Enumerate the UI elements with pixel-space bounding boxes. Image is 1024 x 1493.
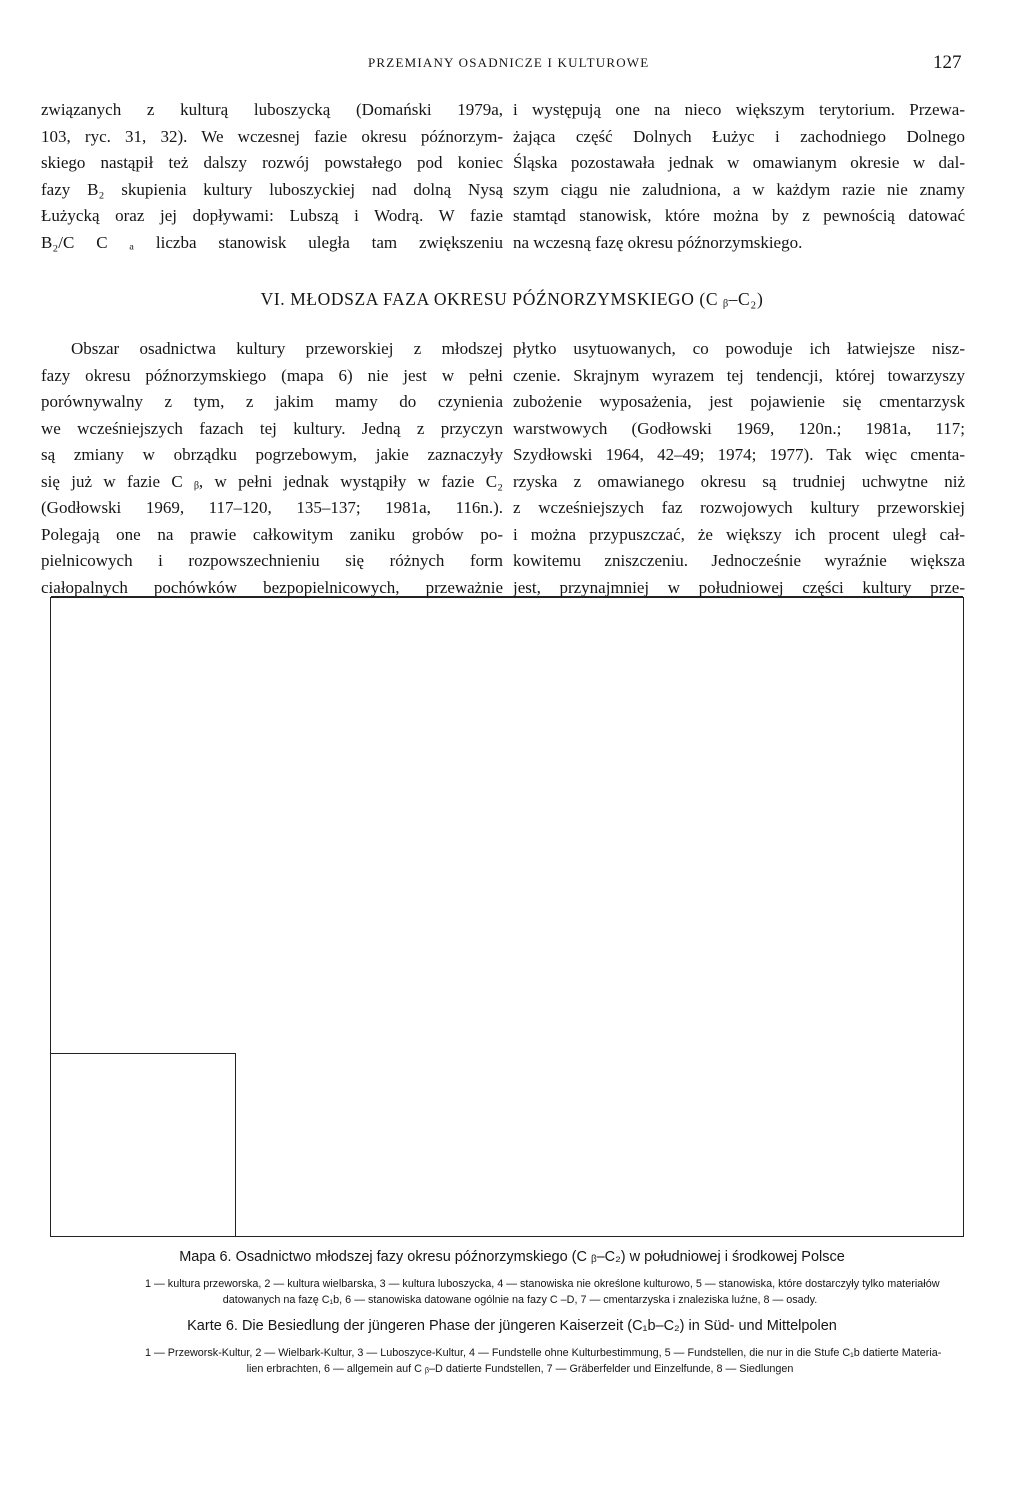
text-line: Śląska pozostawała jednak w omawianym okresie w dal-	[513, 153, 965, 172]
text-line: pielnicowych i rozpowszechnieniu się różnych form	[41, 551, 503, 570]
text-line: z wcześniejszych faz rozwojowych kultury przeworskiej	[513, 498, 965, 517]
text-line: ciałopalnych pochówków bezpopielnicowych, przeważnie	[41, 577, 503, 597]
text-line: czenie. Skrajnym wyrazem tej tendencji, której towarzyszy	[513, 365, 965, 385]
legend-line: 1 — Przeworsk-Kultur, 2 — Wielbark-Kultur, 3 — Luboszyce-Kultur, 4 — Fundstelle ohne Kulturbestimmung, 5 — Fundstellen, die nur in die Stufe C₁b datierte Materia-	[145, 1347, 942, 1359]
map-legend-de	[145, 1345, 942, 1377]
text-line: żająca część Dolnych Łużyc i zachodniego Dolnego	[513, 126, 965, 146]
text-line: fazy okresu późnorzymskiego (mapa 6) nie jest w pełni	[41, 365, 503, 385]
running-title: PRZEMIANY OSADNICZE I KULTUROWE	[368, 55, 650, 70]
text-column-bottom-left	[41, 336, 503, 601]
section-heading: VI. MŁODSZA FAZA OKRESU PÓŹNORZYMSKIEGO (C ᵦ–C₂)	[260, 289, 764, 309]
text-line: na wczesną fazę okresu późnorzymskiego.	[513, 232, 803, 252]
map-legend-pl	[145, 1276, 940, 1308]
text-line: (Godłowski 1969, 117–120, 135–137; 1981a, 116n.).	[41, 498, 503, 517]
text-line: się już w fazie C ᵦ, w pełni jednak wystąpiły w fazie C₂	[41, 471, 503, 491]
text-line: jest, przynajmniej w południowej części kultury prze-	[513, 577, 965, 597]
text-line: Polegają one na prawie całkowitym zaniku grobów po-	[41, 524, 503, 544]
text-line: skiego nastąpił też dalszy rozwój powstałego pod koniec	[41, 153, 503, 172]
map-inset-box	[50, 1053, 236, 1237]
text-line: Łużycką oraz jej dopływami: Lubszą i Wodrą. W fazie	[41, 206, 503, 225]
text-line: związanych z kulturą luboszycką (Domański 1979a,	[41, 100, 503, 119]
legend-line: 1 — kultura przeworska, 2 — kultura wielbarska, 3 — kultura luboszycka, 4 — stanowiska nie określone kulturowo, 5 — stanowiska, które dostarczyły tylko materiałów	[145, 1278, 940, 1290]
text-line: warstwowych (Godłowski 1969, 120n.; 1981a, 117;	[513, 418, 965, 438]
text-line: i występują one na nieco większym terytorium. Przewa-	[513, 100, 965, 119]
text-line: B₂/C C ₐ liczba stanowisk uległa tam zwiększeniu	[41, 232, 503, 252]
text-line: we wcześniejszych fazach tej kultury. Jedną z przyczyn	[41, 418, 503, 438]
map-caption-title-de: Karte 6. Die Besiedlung der jüngeren Phase der jüngeren Kaiserzeit (C₁b–C₂) in Süd- und Mittelpolen	[187, 1318, 837, 1334]
text-line: fazy B₂ skupienia kultury luboszyckiej nad dolną Nysą	[41, 179, 503, 199]
map-border-rule	[51, 596, 963, 598]
page-number: 127	[933, 52, 962, 73]
map-caption-title-pl: Mapa 6. Osadnictwo młodszej fazy okresu późnorzymskiego (C ᵦ–C₂) w południowej i środkowej Polsce	[179, 1249, 845, 1265]
text-column-top-left	[41, 97, 503, 256]
text-line: i można przypuszczać, że większy ich procent uległ cał-	[513, 524, 965, 544]
legend-line: lien erbrachten, 6 — allgemein auf C ᵦ–D datierte Fundstellen, 7 — Gräberfelder und Einzelfunde, 8 — Siedlungen	[246, 1363, 794, 1375]
text-line: porównywalny z tym, z jakim mamy do czynienia	[41, 392, 503, 411]
text-line: kowitemu zniszczeniu. Jednocześnie wyraźnie większa	[513, 551, 965, 570]
text-column-bottom-right	[513, 336, 965, 601]
text-line: 103, ryc. 31, 32). We wczesnej fazie okresu późnorzym-	[41, 126, 503, 146]
text-line: szym ciągu nie zaludniona, a w każdym razie nie znamy	[513, 179, 965, 199]
text-line: Szydłowski 1964, 42–49; 1974; 1977). Tak więc cmenta-	[513, 445, 965, 464]
text-line: płytko usytuowanych, co powoduje ich łatwiejsze nisz-	[513, 339, 965, 358]
text-column-top-right	[513, 97, 965, 256]
map-figure-frame	[50, 597, 964, 1237]
text-line: Obszar osadnictwa kultury przeworskiej z młodszej	[71, 339, 503, 358]
text-line: są zmiany w obrządku pogrzebowym, jakie zaznaczyły	[41, 445, 503, 464]
text-line: stamtąd stanowisk, które można by z pewnością datować	[513, 206, 965, 225]
text-line: zubożenie wyposażenia, jest pojawienie się cmentarzysk	[513, 392, 965, 411]
text-line: rzyska z omawianego okresu są trudniej uchwytne niż	[513, 471, 965, 491]
legend-line: datowanych na fazę C₁b, 6 — stanowiska datowane ogólnie na fazy C –D, 7 — cmentarzyska i znaleziska luźne, 8 — osady.	[222, 1294, 818, 1306]
